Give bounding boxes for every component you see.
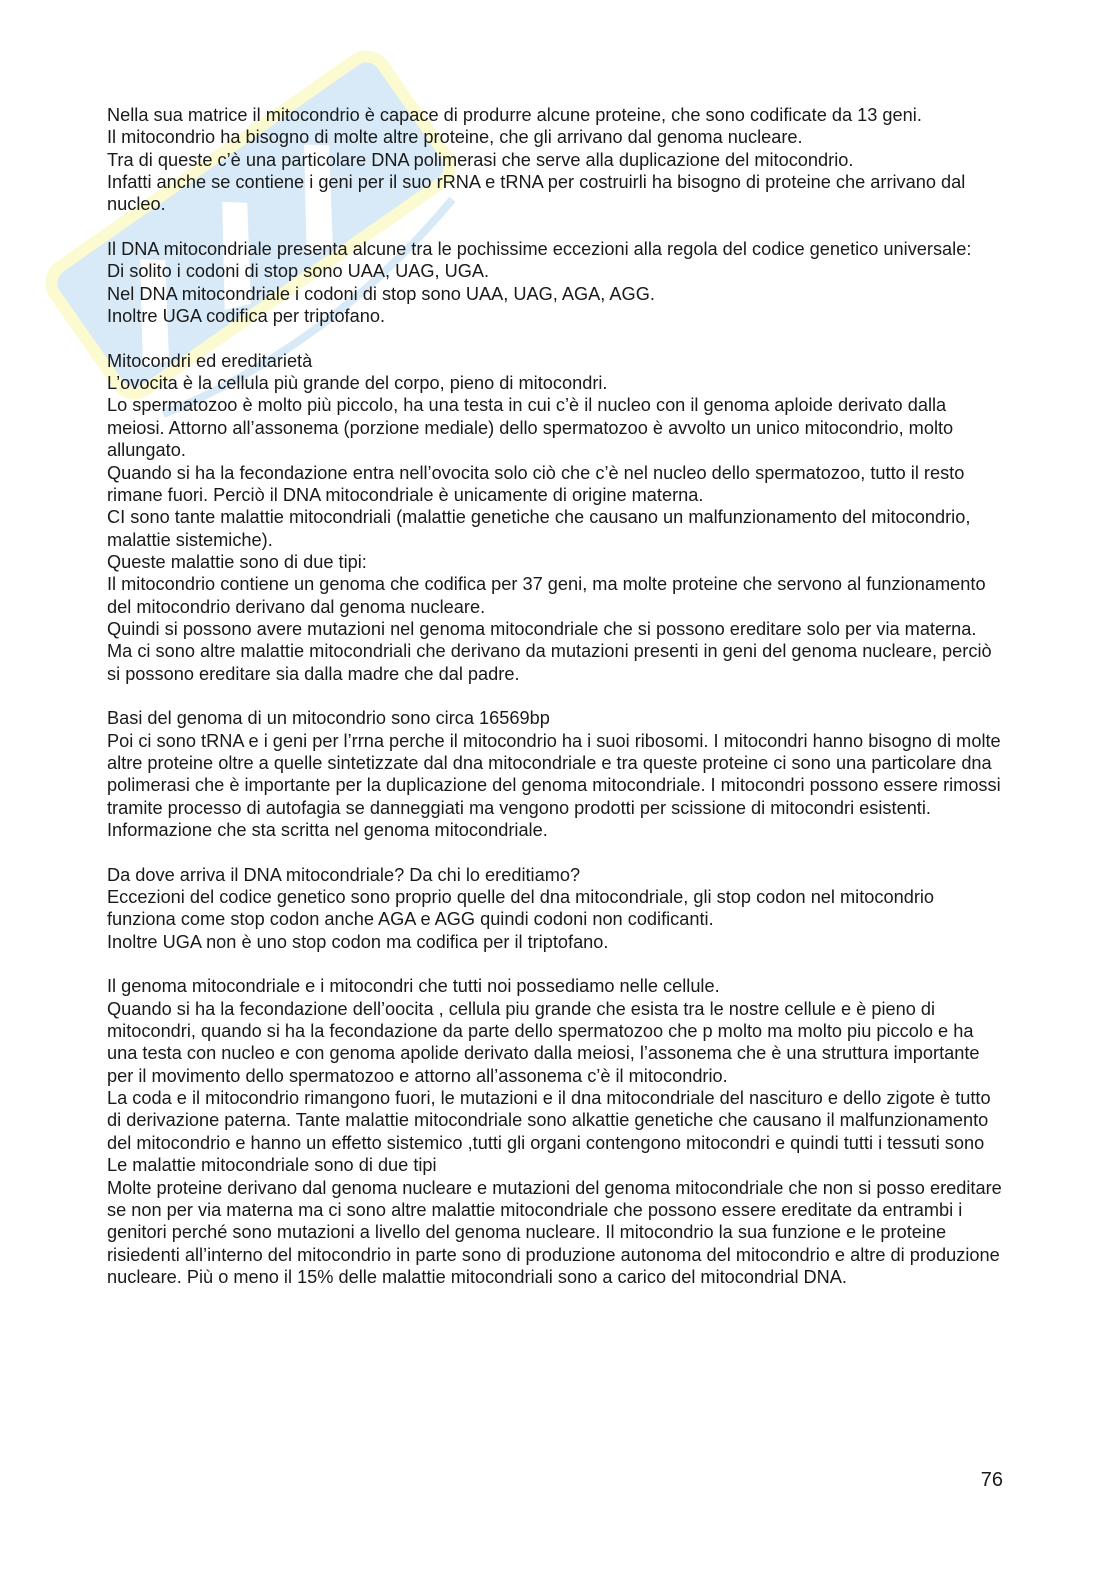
text-line: Da dove arriva il DNA mitocondriale? Da chi lo ereditiamo? [107,864,581,885]
text-line: Queste malattie sono di due tipi: [107,551,367,572]
paragraph-block [107,350,1002,685]
text-line: Tra di queste c’è una particolare DNA polimerasi che serve alla duplicazione del mitocondrio. [107,149,854,170]
text-line: Quindi si possono avere mutazioni nel genoma mitocondriale che si possono ereditare solo per via materna. [107,618,977,639]
paragraph-block [107,104,1002,216]
text-line: Lo spermatozoo è molto più piccolo, ha una testa in cui c’è il nucleo con il genoma aploide derivato dalla meiosi. Attorno all’assonema (porzione mediale) dello spermatozoo è avvolto un unico mitocondrio, molto allungato. [107,395,954,461]
paragraph-block [107,707,1002,841]
paragraph-block [107,864,1002,953]
text-line: Inoltre UGA non è uno stop codon ma codifica per il triptofano. [107,931,609,952]
text-line: Quando si ha la fecondazione dell’oocita , cellula piu grande che esista tra le nostre cellule e è pieno di mitocondri, quando si ha la fecondazione da parte dello spermatozoo che p molto ma molto piu piccolo e ha una testa con nucleo e con genoma apolide derivato dalla meiosi, l’assonema che è una struttura importante per il movimento dello spermatozoo e attorno all’assonema c’è il mitocondrio. [107,998,980,1086]
text-line: Nel DNA mitocondriale i codoni di stop sono UAA, UAG, AGA, AGG. [107,283,655,304]
text-line: Il mitocondrio ha bisogno di molte altre proteine, che gli arrivano dal genoma nucleare. [107,127,803,148]
page-number: 76 [980,1469,1003,1491]
text-line: Ma ci sono altre malattie mitocondriali che derivano da mutazioni presenti in geni del genoma nucleare, perciò si possono ereditare sia dalla madre che dal padre. [107,641,992,684]
text-line: Quando si ha la fecondazione entra nell’ovocita solo ciò che c’è nel nucleo dello spermatozoo, tutto il resto rimane fuori. Perciò il DNA mitocondriale è unicamente di origine materna. [107,462,965,505]
paragraph-block [107,975,1002,1288]
paragraph-block [107,238,1002,327]
section-heading: Mitocondri ed ereditarietà [107,350,313,371]
text-line: Di solito i codoni di stop sono UAA, UAG, UGA. [107,261,490,282]
text-line: Il genoma mitocondriale e i mitocondri che tutti noi possediamo nelle cellule. [107,976,720,997]
text-line: L’ovocita è la cellula più grande del corpo, pieno di mitocondri. [107,373,608,394]
text-line: La coda e il mitocondrio rimangono fuori, le mutazioni e il dna mitocondriale del nascituro e dello zigote è tutto di derivazione paterna. Tante malattie mitocondriale sono alkattie genetiche che causano il malfunzionamento del mitocondrio e hanno un effetto sistemico ,tutti gli organi contengono mitocondri e quindi tutti i tessuti sono [107,1088,991,1153]
text-line: Molte proteine derivano dal genoma nucleare e mutazioni del genoma mitocondriale che non si posso ereditare se non per via materna ma ci sono altre malattie mitocondriale che possono essere ereditate da entrambi i genitori perché sono mutazioni a livello del genoma nucleare. Il mitocondrio la sua funzione e le proteine risiedenti all’interno del mitocondrio in parte sono di produzione autonoma del mitocondrio e altre di produzione nucleare. Più o meno il 15% delle malattie mitocondriali sono a carico del mitocondrial DNA. [107,1177,1002,1287]
text-line: Infatti anche se contiene i geni per il suo rRNA e tRNA per costruirli ha bisogno di proteine che arrivano dal nucleo. [107,172,966,215]
text-line: Nella sua matrice il mitocondrio è capace di produrre alcune proteine, che sono codificate da 13 geni. [107,105,922,125]
text-line: Poi ci sono tRNA e i geni per l’rrna perche il mitocondrio ha i suoi ribosomi. I mitocondri hanno bisogno di molte altre proteine oltre a quelle sintetizzate dal dna mitocondriale e tra queste proteine ci sono una particolare dna polimerasi che è importante per la duplicazione del genoma mitocondriale. I mitocondri possono essere rimossi tramite processo di autofagia se danneggiati ma vengono prodotti per scissione di mitocondri esistenti. Informazione che sta scritta nel genoma mitocondriale. [107,730,1001,840]
text-line: Il mitocondrio contiene un genoma che codifica per 37 geni, ma molte proteine che servono al funzionamento del mitocondrio derivano dal genoma nucleare. [107,574,986,617]
text-line: Le malattie mitocondriale sono di due tipi [107,1155,437,1176]
document-body [107,104,1002,1311]
text-line: CI sono tante malattie mitocondriali (malattie genetiche che causano un malfunzionamento del mitocondrio, malattie sistemiche). [107,507,971,550]
text-line: Eccezioni del codice genetico sono proprio quelle del dna mitocondriale, gli stop codon nel mitocondrio funziona come stop codon anche AGA e AGG quindi codoni non codificanti. [107,887,935,930]
text-line: Basi del genoma di un mitocondrio sono circa 16569bp [107,708,550,729]
text-line: Il DNA mitocondriale presenta alcune tra le pochissime eccezioni alla regola del codice genetico universale: [107,239,972,260]
text-line: Inoltre UGA codifica per triptofano. [107,306,386,327]
